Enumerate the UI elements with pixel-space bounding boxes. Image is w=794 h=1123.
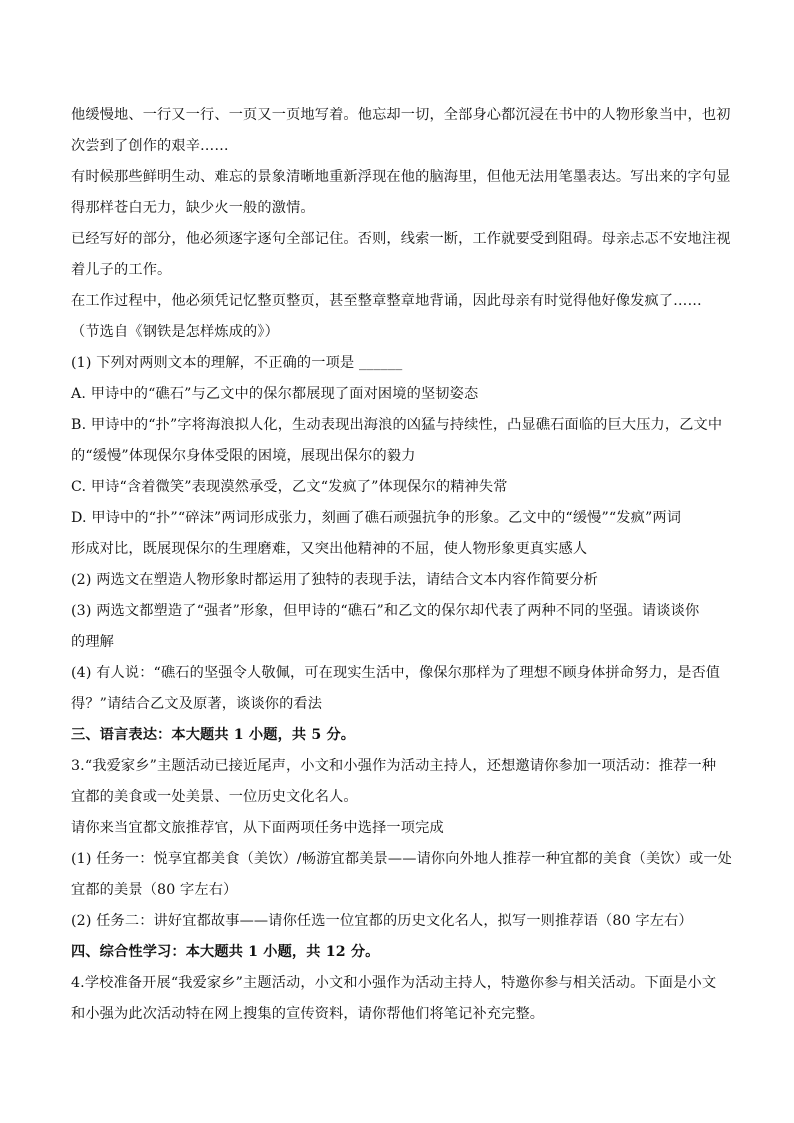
body-text-line: 着儿子的工作。	[71, 262, 172, 278]
section-heading: 四、综合性学习：本大题共 1 小题，共 12 分。	[71, 944, 380, 960]
question-text: 3.“我爱家乡”主题活动已接近尾声，小文和小强作为活动主持人，还想邀请你参加一项活动：推荐一种	[71, 758, 717, 774]
question-text: 4.学校准备开展“我爱家乡”主题活动，小文和小强作为活动主持人，特邀你参与相关活动。下面是小文	[71, 975, 717, 991]
section-heading: 三、语言表达：本大题共 1 小题，共 5 分。	[71, 727, 356, 743]
task-text: (1) 任务一：悦享宜都美食（美饮）/畅游宜都美景——请你向外地人推荐一种宜都的美食（美饮）或一处	[71, 851, 732, 867]
body-text-line: 次尝到了创作的艰辛……	[71, 138, 229, 154]
source-citation: （节选自《钢铁是怎样炼成的》）	[71, 324, 279, 340]
body-text-line: 已经写好的部分，他必须逐字逐句全部记住。否则，线索一断，工作就要受到阻碍。母亲忐忑不安地注视	[71, 231, 731, 247]
question-text: 的理解	[71, 634, 115, 650]
body-text-line: 有时候那些鲜明生动、难忘的景象清晰地重新浮现在他的脑海里，但他无法用笔墨表达。写出来的字句显	[71, 169, 731, 185]
body-text-line: 得那样苍白无力，缺少火一般的激情。	[71, 200, 315, 216]
answer-option: 的“缓慢”体现保尔身体受限的困境，展现出保尔的毅力	[71, 448, 416, 464]
question-text: 得？”请结合乙文及原著，谈谈你的看法	[71, 696, 323, 712]
question-text: 和小强为此次活动特在网上搜集的宣传资料，请你帮他们将笔记补充完整。	[71, 1006, 545, 1022]
answer-option: B. 甲诗中的“扑”字将海浪拟人化，生动表现出海浪的凶猛与持续性，凸显礁石面临的巨大压力，乙文中	[71, 417, 723, 433]
answer-option: 形成对比，既展现保尔的生理磨难，又突出他精神的不屈，使人物形象更真实感人	[71, 541, 588, 557]
body-text-line: 在工作过程中，他必须凭记忆整页整页，甚至整章整章地背诵，因此母亲有时觉得他好像发疯了……	[71, 293, 702, 309]
task-text: 宜都的美景（80 字左右）	[71, 882, 238, 898]
question-text: 请你来当宜都文旅推荐官，从下面两项任务中选择一项完成	[71, 820, 444, 836]
question-text: (1) 下列对两则文本的理解，不正确的一项是 ______	[71, 355, 403, 371]
question-text: 宜都的美食或一处美景、一位历史文化名人。	[71, 789, 358, 805]
question-text: (3) 两选文都塑造了“强者”形象，但甲诗的“礁石”和乙文的保尔却代表了两种不同的坚强。请谈谈你	[71, 603, 700, 619]
document-body	[71, 100, 732, 1030]
answer-option: C. 甲诗“含着微笑”表现漠然承受，乙文“发疯了”体现保尔的精神失常	[71, 479, 508, 495]
question-text: (4) 有人说：“礁石的坚强令人敬佩，可在现实生活中，像保尔那样为了理想不顾身体拼命努力，是否值	[71, 665, 721, 681]
body-text-line: 他缓慢地、一行又一行、一页又一页地写着。他忘却一切，全部身心都沉浸在书中的人物形象当中，也初	[71, 107, 731, 123]
answer-option: D. 甲诗中的“扑”“碎沫”两词形成张力，刻画了礁石顽强抗争的形象。乙文中的“缓慢”“发疯”两词	[71, 510, 682, 526]
answer-option: A. 甲诗中的“礁石”与乙文中的保尔都展现了面对困境的坚韧姿态	[71, 386, 479, 402]
question-text: (2) 两选文在塑造人物形象时都运用了独特的表现手法，请结合文本内容作简要分析	[71, 572, 599, 588]
task-text: (2) 任务二：讲好宜都故事——请你任选一位宜都的历史文化名人，拟写一则推荐语（80 字左右）	[71, 913, 693, 929]
